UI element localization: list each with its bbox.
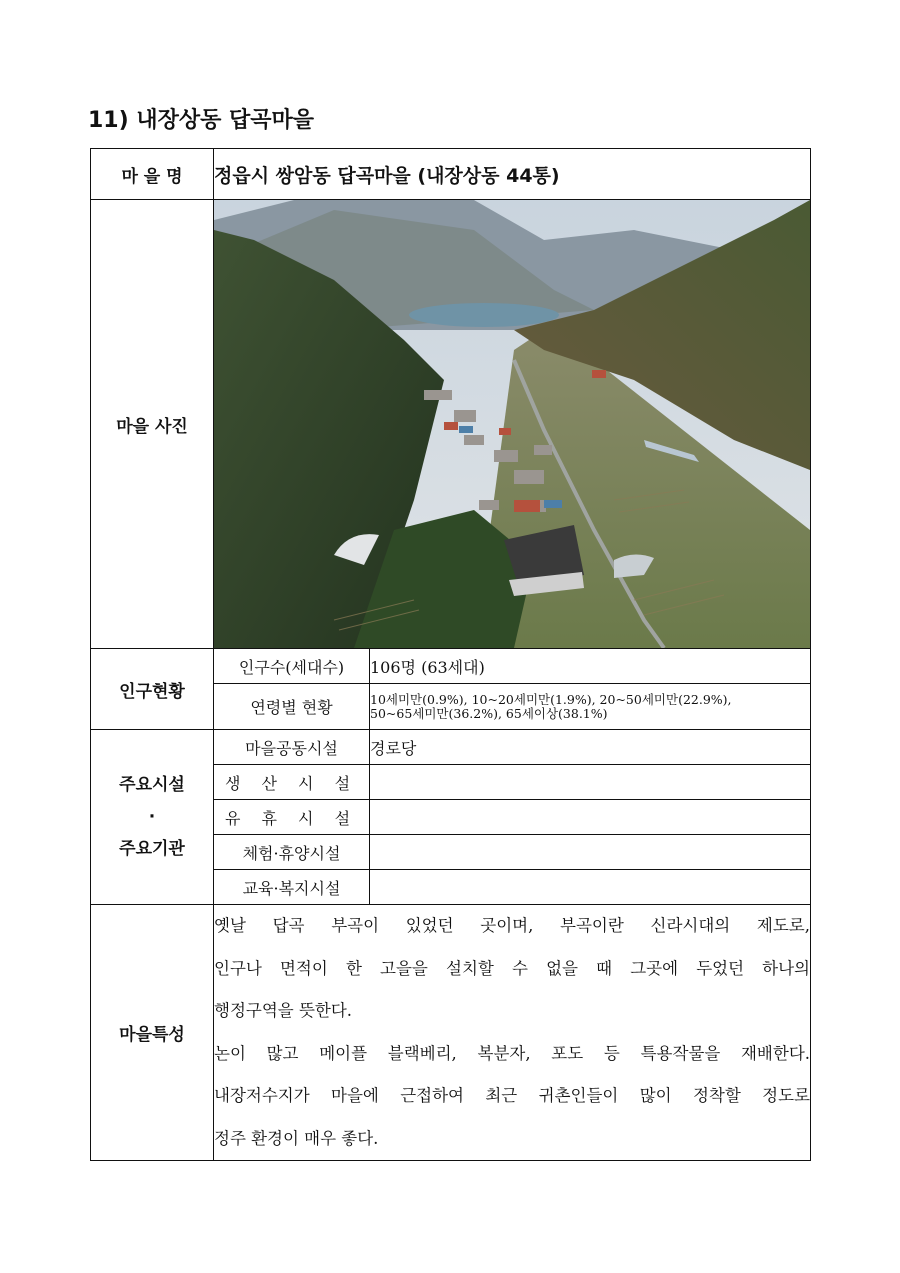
features-line: 인구나 면적이 한 고을을 설치할 수 없을 때 그곳에 두었던 하나의 bbox=[214, 958, 810, 978]
village-info-table bbox=[90, 148, 811, 1161]
page-title: 11) 내장상동 답곡마을 bbox=[88, 108, 315, 133]
facility-value bbox=[370, 765, 811, 800]
features-line: 논이 많고 메이플 블랙베리, 복분자, 포도 등 특용작물을 재배한다. bbox=[214, 1043, 810, 1063]
village-name-row bbox=[91, 149, 811, 200]
facilities-label-line-1: 주요시설 bbox=[119, 775, 185, 795]
facility-label: 마을공동시설 bbox=[214, 730, 370, 765]
age-distribution-value bbox=[370, 684, 811, 730]
age-distribution-line-1: 10세미만(0.9%), 10~20세미만(1.9%), 20~50세미만(22.9%), bbox=[370, 691, 732, 707]
population-count-row bbox=[91, 649, 811, 684]
aerial-village-photo bbox=[214, 200, 810, 648]
facility-value: 경로당 bbox=[370, 730, 811, 765]
facility-row bbox=[91, 730, 811, 765]
features-text bbox=[214, 905, 811, 1161]
facility-value bbox=[370, 870, 811, 905]
population-count-value: 106명 (63세대) bbox=[370, 649, 811, 684]
features-line: 행정구역을 뜻한다. bbox=[214, 1001, 353, 1020]
village-name-label: 마 을 명 bbox=[91, 149, 214, 200]
features-row bbox=[91, 905, 811, 1161]
facility-label: 유 휴 시 설 bbox=[214, 800, 370, 835]
age-distribution-label: 연령별 현황 bbox=[214, 684, 370, 730]
facility-label: 체험·휴양시설 bbox=[214, 835, 370, 870]
village-name-value: 정읍시 쌍암동 답곡마을 (내장상동 44통) bbox=[214, 149, 811, 200]
facilities-label bbox=[91, 730, 214, 905]
facilities-label-dot: · bbox=[148, 807, 156, 827]
features-label: 마을특성 bbox=[91, 905, 214, 1161]
facility-label: 생 산 시 설 bbox=[214, 765, 370, 800]
features-line: 내장저수지가 마을에 근접하여 최근 귀촌인들이 많이 정착할 정도로 bbox=[214, 1086, 810, 1105]
features-line: 옛날 답곡 부곡이 있었던 곳이며, 부곡이란 신라시대의 제도로, bbox=[214, 916, 810, 935]
facilities-label-line-2: 주요기관 bbox=[119, 839, 185, 859]
facility-label: 교육·복지시설 bbox=[214, 870, 370, 905]
village-photo-row bbox=[91, 200, 811, 649]
facility-value bbox=[370, 800, 811, 835]
population-count-label: 인구수(세대수) bbox=[214, 649, 370, 684]
features-line: 정주 환경이 매우 좋다. bbox=[214, 1128, 379, 1148]
facility-value bbox=[370, 835, 811, 870]
village-photo-label: 마을 사진 bbox=[91, 200, 214, 649]
age-distribution-line-2: 50~65세미만(36.2%), 65세이상(38.1%) bbox=[370, 705, 608, 721]
village-photo bbox=[214, 200, 811, 649]
population-label: 인구현황 bbox=[91, 649, 214, 730]
